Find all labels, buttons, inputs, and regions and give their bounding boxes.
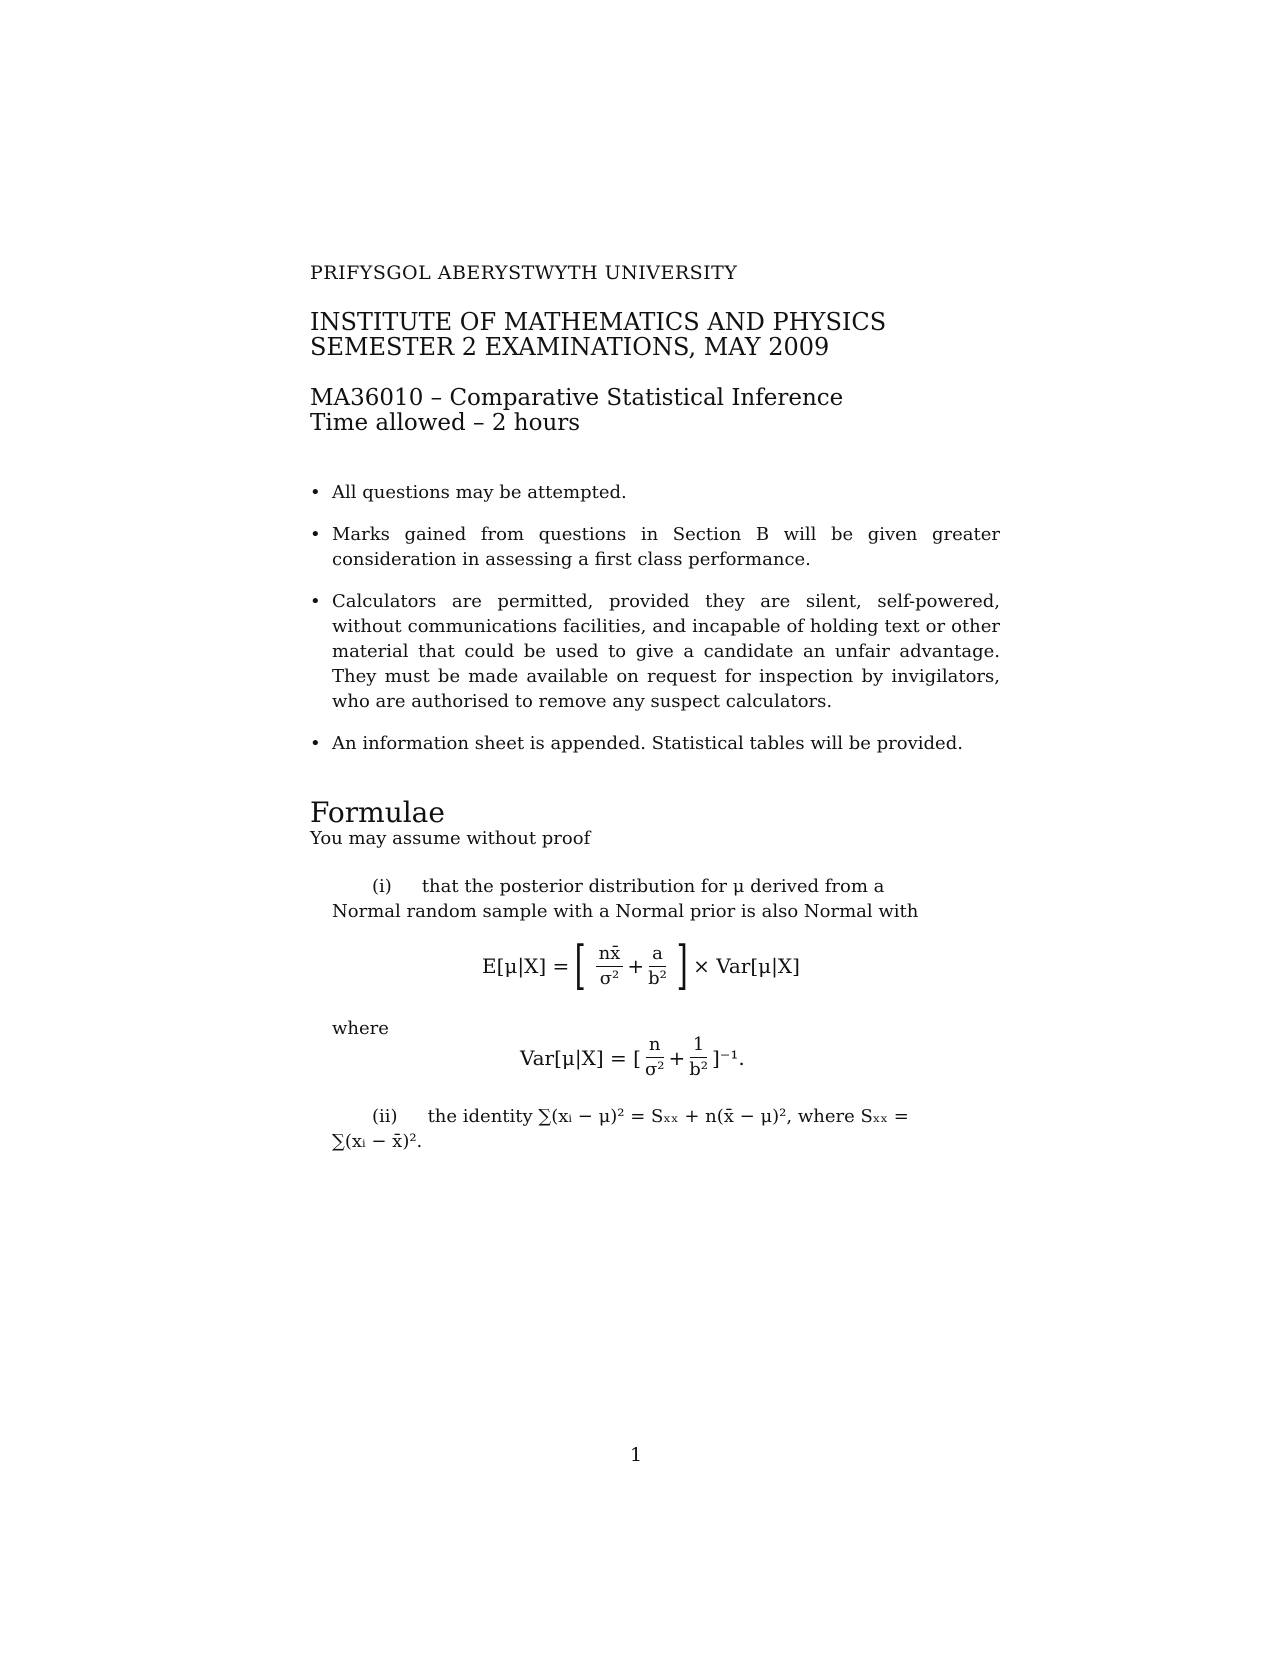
- item-text: the identity ∑(xᵢ − μ)² = Sₓₓ + n(x̄ − μ)², where Sₓₓ = ∑(xᵢ − x̄)².: [332, 1106, 909, 1152]
- time-allowed: Time allowed – 2 hours: [310, 410, 581, 436]
- instruction-item: [310, 480, 1000, 505]
- plus-sign: +: [627, 954, 645, 978]
- plus-sign: +: [668, 1045, 686, 1070]
- formula-lhs: Var[μ|X] = [: [520, 1045, 641, 1070]
- fraction: [645, 1034, 665, 1081]
- instruction-item: [310, 522, 1000, 572]
- fraction: [648, 943, 667, 990]
- fraction-denominator: b²: [689, 1059, 708, 1080]
- fraction-numerator: a: [649, 943, 666, 967]
- instruction-text: Calculators are permitted, provided they are silent, self-powered, without communications facilities, and incapable of holding text or other material that could be used to give a candidate an unfair advantage. They must be made available on request for inspection by invigilators, who are authorised to remove any suspect calculators.: [332, 591, 1000, 712]
- bullet-icon: •: [310, 733, 321, 754]
- formulae-intro: You may assume without proof: [310, 828, 591, 849]
- formula-item-ii: [332, 1104, 942, 1154]
- bullet-icon: •: [310, 482, 321, 503]
- instruction-text: All questions may be attempted.: [332, 482, 627, 503]
- formula-rhs: ]⁻¹.: [711, 1045, 745, 1070]
- right-bracket: ]: [676, 936, 688, 996]
- posterior-variance-formula: [520, 1034, 745, 1081]
- formula-lhs: E[μ|X] =: [482, 954, 570, 978]
- posterior-mean-formula: [482, 936, 800, 996]
- where-label: where: [332, 1018, 389, 1039]
- semester-line: SEMESTER 2 EXAMINATIONS, MAY 2009: [310, 333, 830, 361]
- instruction-item: [310, 731, 1000, 756]
- instructions-list: [310, 480, 1000, 773]
- fraction-denominator: b²: [648, 967, 667, 989]
- fraction: [689, 1034, 708, 1081]
- university-name: PRIFYSGOL ABERYSTWYTH UNIVERSITY: [310, 262, 738, 284]
- item-text: that the posterior distribution for μ derived from a Normal random sample with a Normal prior is also Normal with: [332, 876, 919, 922]
- fraction-denominator: σ²: [644, 1059, 665, 1080]
- item-label: (i): [372, 876, 392, 897]
- fraction-numerator: 1: [690, 1034, 707, 1058]
- fraction-numerator: nx̄: [596, 943, 624, 967]
- module-header: [310, 386, 1000, 436]
- formula-item-i: [332, 874, 942, 924]
- item-label: (ii): [372, 1106, 398, 1127]
- page-number: 1: [630, 1444, 643, 1466]
- left-bracket: [: [574, 936, 587, 996]
- instruction-item: [310, 589, 1000, 714]
- institute-name: INSTITUTE OF MATHEMATICS AND PHYSICS: [310, 308, 887, 336]
- fraction: [596, 943, 624, 990]
- bullet-icon: •: [310, 591, 321, 612]
- fraction-numerator: n: [646, 1034, 664, 1058]
- module-title: MA36010 – Comparative Statistical Inference: [310, 385, 844, 411]
- formulae-heading: Formulae: [310, 796, 445, 829]
- bullet-icon: •: [310, 524, 321, 545]
- exam-header: [310, 310, 1000, 360]
- formula-rhs: × Var[μ|X]: [693, 954, 800, 978]
- fraction-denominator: σ²: [599, 967, 620, 989]
- instruction-text: An information sheet is appended. Statistical tables will be provided.: [332, 733, 963, 754]
- instruction-text: Marks gained from questions in Section B will be given greater consideration in assessing a first class performance.: [332, 524, 1000, 570]
